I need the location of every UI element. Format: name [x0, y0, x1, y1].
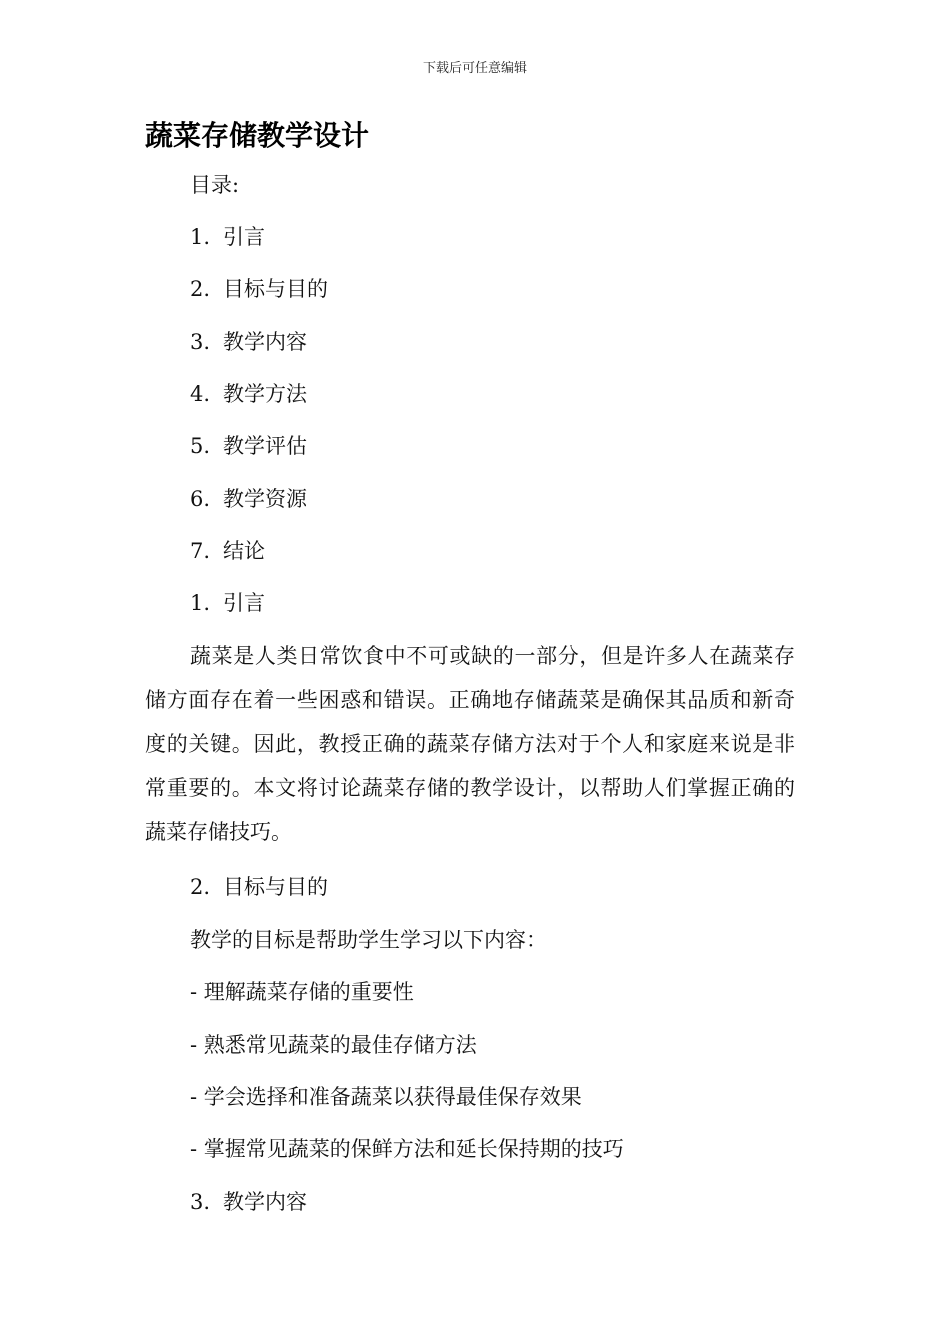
section-number: 2.	[190, 875, 211, 899]
section-number: 3.	[190, 1190, 211, 1214]
goals-lead: 教学的目标是帮助学生学习以下内容：	[190, 928, 547, 952]
toc-item-number: 2.	[190, 277, 211, 301]
section-heading-content	[190, 1187, 307, 1217]
toc-item-number: 7.	[190, 539, 211, 563]
toc-item-label: 教学评估	[223, 434, 307, 458]
toc-item-label: 结论	[223, 539, 265, 563]
goal-bullet-4: - 掌握常见蔬菜的保鲜方法和延长保持期的技巧	[190, 1137, 624, 1161]
toc-item-label: 目标与目的	[223, 277, 328, 301]
section-title: 引言	[223, 591, 265, 615]
toc-item-1	[190, 222, 265, 252]
goal-bullet-2: - 熟悉常见蔬菜的最佳存储方法	[190, 1033, 477, 1057]
section-title: 教学内容	[223, 1190, 307, 1214]
toc-item-number: 3.	[190, 330, 211, 354]
toc-item-number: 5.	[190, 434, 211, 458]
intro-paragraph: 蔬菜是人类日常饮食中不可或缺的一部分，但是许多人在蔬菜存储方面存在着一些困惑和错误。正确地存储蔬菜是确保其品质和新奇度的关键。因此，教授正确的蔬菜存储方法对于个人和家庭来说是非常重要的。本文将讨论蔬菜存储的教学设计，以帮助人们掌握正确的蔬菜存储技巧。	[145, 644, 795, 844]
toc-item-number: 1.	[190, 225, 211, 249]
toc-item-2	[190, 274, 328, 304]
toc-item-7	[190, 536, 265, 566]
toc-heading: 目录:	[190, 173, 240, 197]
toc-item-label: 教学方法	[223, 382, 307, 406]
section-heading-goals	[190, 872, 328, 902]
section-title: 目标与目的	[223, 875, 328, 899]
toc-item-number: 6.	[190, 487, 211, 511]
toc-item-6	[190, 484, 307, 514]
section-number: 1.	[190, 591, 211, 615]
toc-item-label: 引言	[223, 225, 265, 249]
goal-bullet-1: - 理解蔬菜存储的重要性	[190, 980, 414, 1004]
section-heading-intro	[190, 588, 265, 618]
toc-item-label: 教学资源	[223, 487, 307, 511]
toc-item-number: 4.	[190, 382, 211, 406]
toc-item-label: 教学内容	[223, 330, 307, 354]
toc-item-3	[190, 327, 307, 357]
document-title: 蔬菜存储教学设计	[145, 119, 370, 152]
toc-item-5	[190, 431, 307, 461]
goal-bullet-3: - 学会选择和准备蔬菜以获得最佳保存效果	[190, 1085, 582, 1109]
header-note: 下载后可任意编辑	[422, 61, 527, 76]
toc-item-4	[190, 379, 307, 409]
